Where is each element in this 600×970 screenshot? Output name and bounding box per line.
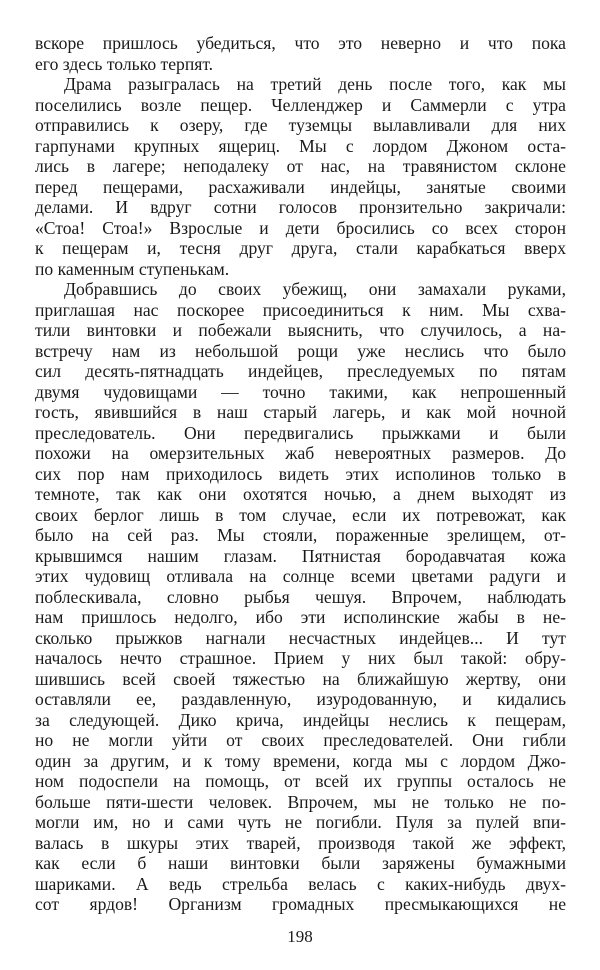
text-line: к пещерам и, тесня друг друга, стали карабкаться вверх — [35, 238, 566, 258]
text-line: валась в шкуры этих тварей, производя такой же эффект, — [35, 832, 566, 853]
page-body-text — [35, 33, 566, 915]
text-line: преследователь. Они передвигались прыжками и были — [35, 422, 566, 443]
text-line: было на сей раз. Мы стояли, пораженные зрелищем, от- — [35, 525, 566, 545]
text-line: шариками. А ведь стрельба велась с каких-нибудь двух- — [35, 873, 566, 894]
text-line: но не могли уйти от своих преследователей. Они гибли — [35, 730, 566, 750]
text-line: встречу нам из небольшой рощи уже неслись что было — [35, 340, 566, 361]
text-line: сот ярдов! Организм громадных пресмыкающихся не — [35, 894, 566, 914]
text-line: его здесь только терпят. — [35, 53, 214, 74]
text-line: поселились возле пещер. Челленджер и Саммерли с утра — [35, 94, 566, 115]
text-line: делами. И вдруг сотни голосов пронзительно закричали: — [35, 197, 566, 217]
text-line: как если б наши винтовки были заряжены бумажными — [35, 853, 566, 873]
text-line: приглашая нас поскорее присоединиться к ним. Мы схва- — [35, 299, 566, 320]
text-line: нам пришлось недолго, ибо эти исполинские жабы в не- — [35, 607, 566, 627]
text-line: сих пор нам приходилось видеть этих исполинов только в — [35, 463, 566, 484]
text-line: могли им, но и сами чуть не погибли. Пуля за пулей впи- — [35, 812, 566, 832]
text-line: перед пещерами, расхаживали индейцы, занятые своими — [35, 176, 566, 197]
text-line: сколько прыжков нагнали несчастных индейцев... И тут — [35, 627, 566, 648]
text-line: похожи на омерзительных жаб невероятных размеров. До — [35, 443, 566, 463]
text-line: отправились к озеру, где туземцы вылавливали для них — [35, 115, 566, 135]
text-line: гость, явившийся в наш старый лагерь, и как мой ночной — [35, 402, 566, 422]
text-line: этих чудовищ отливала на солнце всеми цветами радуги и — [35, 566, 566, 586]
paragraph — [35, 74, 566, 279]
paragraph — [35, 279, 566, 915]
text-line: тили винтовки и побежали выяснить, что случилось, а на- — [35, 320, 566, 340]
text-line: крывшимся нашим глазам. Пятнистая бородавчатая кожа — [35, 545, 566, 566]
text-line: оставляли ее, раздавленную, изуродованную, и кидались — [35, 689, 566, 709]
text-line: гарпунами крупных ящериц. Мы с лордом Джоном оста- — [35, 135, 566, 156]
page-number: 198 — [287, 927, 313, 946]
text-line: началось нечто страшное. Прием у них был такой: обру- — [35, 648, 566, 668]
text-line: один за другим, и к тому времени, когда мы с лордом Джо- — [35, 750, 566, 771]
paragraph — [35, 33, 566, 74]
text-line: двумя чудовищами — точно такими, как непрошенный — [35, 381, 566, 402]
text-line: вскоре пришлось убедиться, что это неверно и что пока — [35, 33, 566, 53]
text-line: шившись всей своей тяжестью на ближайшую жертву, они — [35, 668, 566, 689]
text-line: темноте, так как они охотятся ночью, а днем выходят из — [35, 484, 566, 504]
text-line: поблескивала, словно рыбья чешуя. Впрочем, наблюдать — [35, 586, 566, 607]
text-line: лись в лагере; неподалеку от нас, на травянистом склоне — [35, 156, 566, 176]
text-line: Добравшись до своих убежищ, они замахали руками, — [64, 279, 566, 299]
text-line: за следующей. Дико крича, индейцы неслись к пещерам, — [35, 709, 566, 730]
text-line: «Стоа! Стоа!» Взрослые и дети бросились со всех сторон — [35, 217, 566, 238]
text-line: своих берлог лишь в том случае, если их потревожат, как — [35, 504, 566, 525]
text-line: больше пяти-шести человек. Впрочем, мы не только не по- — [35, 791, 566, 812]
text-line: по каменным ступенькам. — [35, 258, 230, 279]
text-line: сил десять-пятнадцать индейцев, преследуемых по пятам — [35, 361, 566, 381]
text-line: Драма разыгралась на третий день после того, как мы — [64, 74, 566, 94]
text-line: ном подоспели на помощь, от всей их группы осталось не — [35, 771, 566, 791]
